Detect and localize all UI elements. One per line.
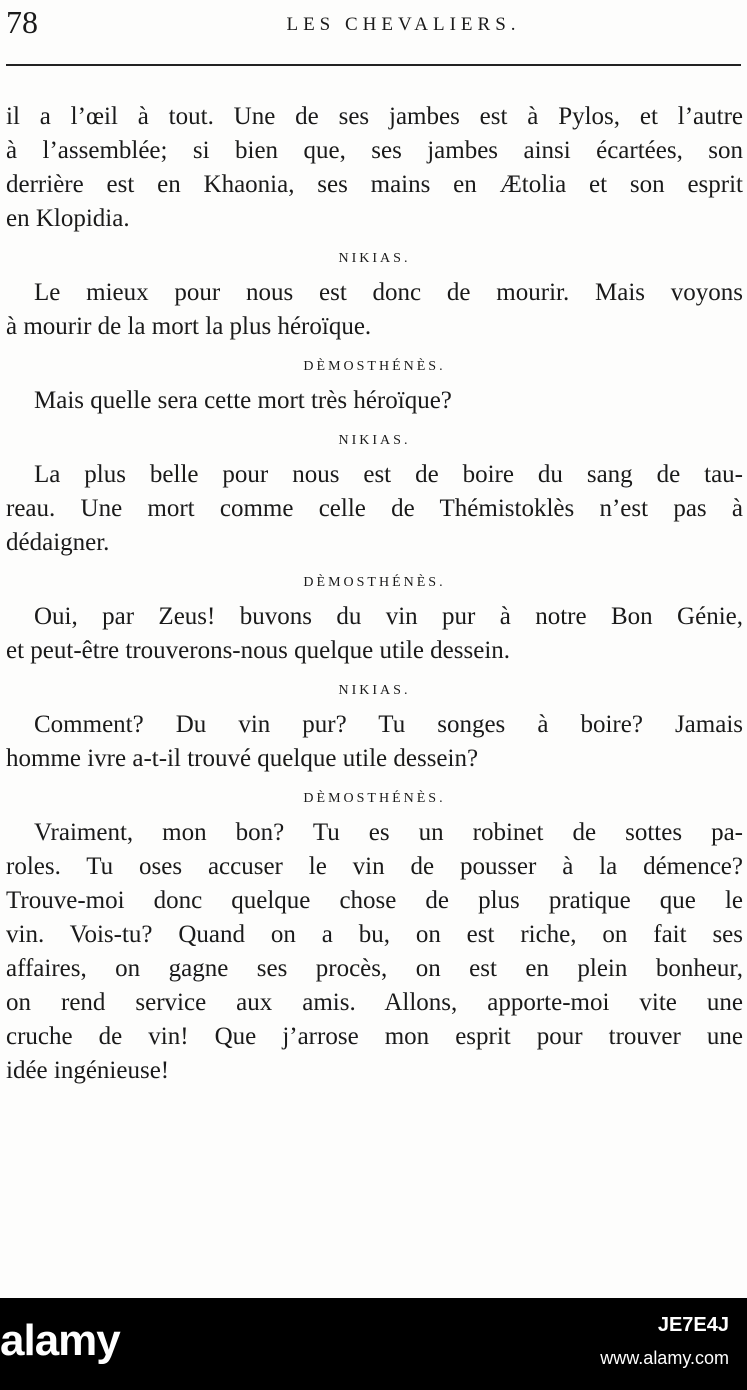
text-line: Mais quelle sera cette mort très héroïque?	[34, 387, 452, 414]
text-line: et peut-être trouverons-nous quelque utile dessein.	[6, 637, 511, 664]
text-line: à mourir de la mort la plus héroïque.	[6, 313, 372, 340]
page-header	[6, 0, 741, 66]
text-line: idée ingénieuse!	[6, 1057, 170, 1084]
text-line: Le mieux pour nous est donc de mourir. Mais voyons	[34, 279, 743, 306]
page-body	[6, 100, 743, 1088]
text-line: à l’assemblée; si bien que, ses jambes ainsi écartées, son	[6, 137, 743, 164]
text-line: dédaigner.	[6, 529, 110, 556]
watermark-bar	[0, 1298, 747, 1390]
text-line: reau. Une mort comme celle de Thémistoklès n’est pas à	[6, 495, 743, 522]
text-line: cruche de vin! Que j’arrose mon esprit pour trouver une	[6, 1023, 743, 1050]
text-line: Trouve-moi donc quelque chose de plus pratique que le	[6, 887, 743, 914]
image-id: JE7E4J	[657, 1314, 729, 1336]
text-line: vin. Vois-tu? Quand on a bu, on est riche, on fait ses	[6, 921, 743, 948]
page-number: 78	[6, 4, 38, 40]
text-line: Oui, par Zeus! buvons du vin pur à notre Bon Génie,	[34, 603, 743, 630]
text-line: il a l’œil à tout. Une de ses jambes est à Pylos, et l’autre	[6, 103, 743, 130]
speaker-label: NIKIAS.	[338, 433, 411, 448]
text-line: Comment? Du vin pur? Tu songes à boire? Jamais	[34, 711, 743, 738]
text-line: homme ivre a-t-il trouvé quelque utile dessein?	[6, 745, 479, 772]
speaker-label: NIKIAS.	[338, 251, 411, 266]
site-url: www.alamy.com	[600, 1348, 729, 1368]
text-line: affaires, on gagne ses procès, on est en plein bonheur,	[6, 955, 743, 982]
alamy-logo: alamy	[0, 1316, 120, 1365]
text-line: La plus belle pour nous est de boire du sang de tau-	[34, 461, 743, 488]
running-title: LES CHEVALIERS.	[286, 14, 521, 35]
text-line: Vraiment, mon bon? Tu es un robinet de sottes pa-	[34, 819, 743, 846]
speaker-label: DÈMOSTHÉNÈS.	[303, 791, 446, 806]
header-rule	[6, 64, 741, 66]
text-line: roles. Tu oses accuser le vin de pousser à la démence?	[6, 853, 743, 880]
text-line: en Klopidia.	[6, 205, 130, 232]
speaker-label: DÈMOSTHÉNÈS.	[303, 359, 446, 374]
speaker-label: NIKIAS.	[338, 683, 411, 698]
text-line: on rend service aux amis. Allons, apporte-moi vite une	[6, 989, 743, 1016]
text-line: derrière est en Khaonia, ses mains en Ætolia et son esprit	[6, 171, 743, 198]
speaker-label: DÈMOSTHÉNÈS.	[303, 575, 446, 590]
